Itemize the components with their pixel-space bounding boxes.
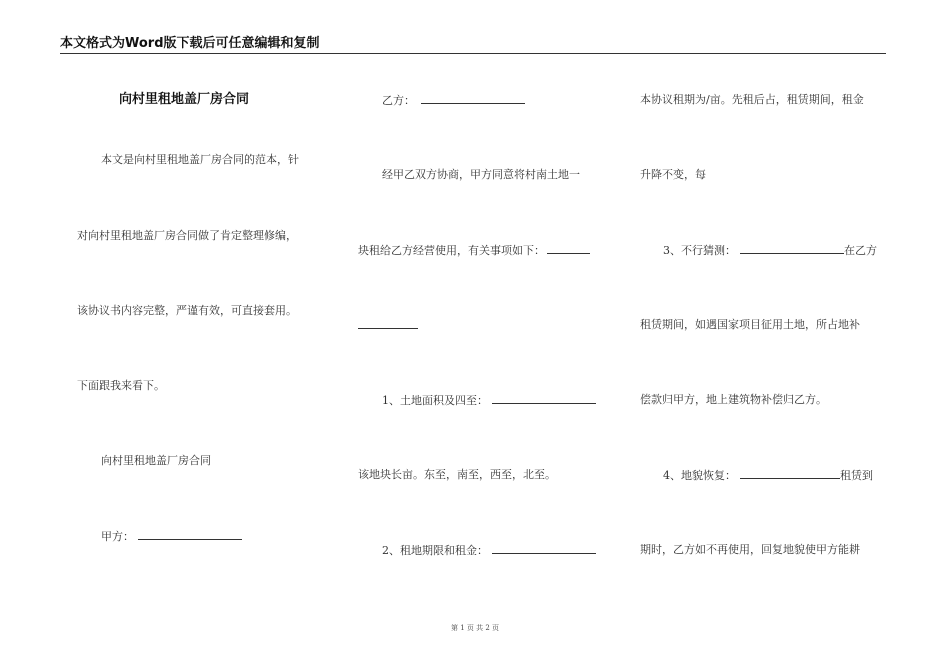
party-b-blank bbox=[421, 93, 525, 104]
paragraph-line bbox=[358, 243, 590, 258]
page-number: 第 1 页 共 2 页 bbox=[450, 624, 500, 632]
paragraph-line: 该地块长亩。东至，南至，西至，北至。 bbox=[358, 468, 556, 481]
terms-blank bbox=[547, 243, 590, 254]
clause-1-blank bbox=[492, 393, 596, 404]
paragraph-line: 租赁期间，如遇国家项目征用土地，所占地补 bbox=[640, 318, 860, 331]
clause-1 bbox=[382, 393, 596, 408]
party-a-text: 甲方： bbox=[101, 530, 134, 543]
terms-blank-continued bbox=[358, 318, 418, 329]
party-b-text: 乙方： bbox=[382, 94, 415, 107]
party-a-label bbox=[101, 529, 242, 544]
clause-4-text: 4、地貌恢复： bbox=[663, 469, 736, 482]
header-divider bbox=[60, 53, 886, 54]
party-b-label bbox=[382, 93, 525, 108]
paragraph-line: 本文是向村里租地盖厂房合同的范本，针 bbox=[101, 153, 299, 166]
paragraph-line: 对向村里租地盖厂房合同做了肯定整理修编， bbox=[77, 229, 297, 242]
clause-2-text: 2、租地期限和租金： bbox=[382, 544, 488, 557]
clause-2 bbox=[382, 543, 596, 558]
paragraph-line: 下面跟我来看下。 bbox=[77, 379, 165, 392]
paragraph-line: 经甲乙双方协商，甲方同意将村南土地一 bbox=[382, 168, 580, 181]
clause-3 bbox=[663, 243, 877, 258]
clause-4 bbox=[663, 468, 873, 483]
clause-3-suffix: 在乙方 bbox=[844, 244, 877, 257]
party-a-blank bbox=[138, 529, 242, 540]
paragraph-line: 偿款归甲方，地上建筑物补偿归乙方。 bbox=[640, 393, 827, 406]
document-header: 本文格式为Word版下载后可任意编辑和复制 bbox=[60, 36, 320, 51]
blank-line bbox=[358, 318, 418, 333]
clause-4-suffix: 租赁到 bbox=[840, 469, 873, 482]
clause-2-blank bbox=[492, 543, 596, 554]
clause-3-blank bbox=[740, 243, 844, 254]
document-title: 向村里租地盖厂房合同 bbox=[119, 92, 250, 107]
clause-3-text: 3、不行猜测： bbox=[663, 244, 736, 257]
paragraph-line: 本协议租期为/亩。先租后占，租赁期间，租金 bbox=[640, 93, 864, 106]
clause-4-blank bbox=[740, 468, 840, 479]
paragraph-line: 该协议书内容完整，严谨有效，可直接套用。 bbox=[77, 304, 297, 317]
paragraph-line: 期时，乙方如不再使用，回复地貌使甲方能耕 bbox=[640, 543, 860, 556]
clause-1-text: 1、土地面积及四至： bbox=[382, 394, 488, 407]
contract-subtitle: 向村里租地盖厂房合同 bbox=[101, 454, 211, 467]
paragraph-text: 块租给乙方经营使用，有关事项如下： bbox=[358, 244, 545, 257]
paragraph-line: 升降不变，每 bbox=[640, 168, 706, 181]
